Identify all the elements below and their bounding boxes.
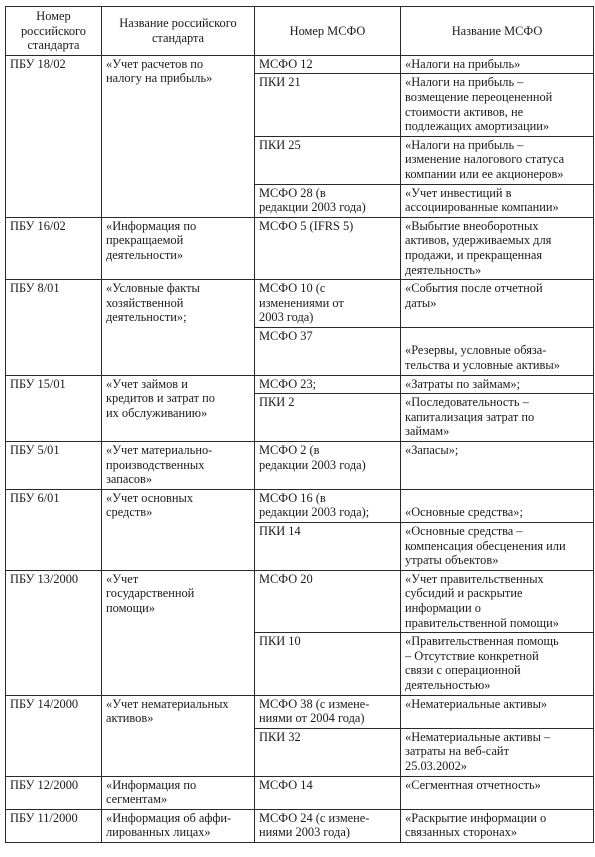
ifrs-standard-number: МСФО 37 [255,327,401,375]
ifrs-standard-name: «Основные средства – компенсация обесценения или утраты объектов» [401,523,594,571]
ifrs-standard-number: МСФО 10 (с изменениями от 2003 года) [255,280,401,328]
russian-standard-number: ПБУ 8/01 [6,280,102,376]
table-body [6,55,594,842]
russian-standard-number: ПБУ 6/01 [6,489,102,570]
russian-standard-number: ПБУ 14/2000 [6,695,102,776]
ifrs-standard-number: МСФО 23; [255,375,401,394]
russian-standard-name: «Учет государственной помощи» [102,570,255,695]
russian-standard-number: ПБУ 13/2000 [6,570,102,695]
ifrs-standard-number: МСФО 2 (в редакции 2003 года) [255,442,401,490]
table-header-row [6,7,594,56]
ifrs-standard-name: «События после отчетной даты» [401,280,594,328]
ifrs-standard-number: МСФО 28 (в редакции 2003 года) [255,184,401,217]
ifrs-standard-name: «Нематериальные активы – затраты на веб-сайт 25.03.2002» [401,728,594,776]
russian-standard-number: ПБУ 12/2000 [6,776,102,809]
ifrs-standard-number: МСФО 5 (IFRS 5) [255,217,401,279]
table-row [6,442,594,490]
ifrs-standard-number: МСФО 38 (с измене- ниями от 2004 года) [255,695,401,728]
russian-standard-name: «Информация по прекращаемой деятельности» [102,217,255,279]
ifrs-standard-name: «Раскрытие информации о связанных сторонах» [401,809,594,842]
table-row [6,776,594,809]
ifrs-standard-name: «Последовательность – капитализация затрат по займам» [401,394,594,442]
ifrs-standard-number: ПКИ 25 [255,136,401,184]
ifrs-standard-number: ПКИ 21 [255,74,401,136]
russian-standard-name: «Информация по сегментам» [102,776,255,809]
ifrs-standard-number: МСФО 12 [255,55,401,74]
ifrs-standard-name: «Налоги на прибыль – возмещение переоцененной стоимости активов, не подлежащих амортизации» [401,74,594,136]
ifrs-standard-name: «Основные средства»; [401,489,594,522]
ifrs-standard-number: ПКИ 2 [255,394,401,442]
ifrs-standard-name: «Налоги на прибыль – изменение налогового статуса компании или ее акционеров» [401,136,594,184]
ifrs-standard-name: «Правительственная помощь – Отсутствие конкретной связи с операционной деятельностью» [401,633,594,695]
russian-standard-name: «Условные факты хозяйственной деятельности»; [102,280,255,376]
ifrs-standard-number: ПКИ 14 [255,523,401,571]
ifrs-standard-number: МСФО 16 (в редакции 2003 года); [255,489,401,522]
ifrs-standard-name: «Нематериальные активы» [401,695,594,728]
table-row [6,55,594,74]
table-row [6,809,594,842]
russian-standard-number: ПБУ 15/01 [6,375,102,441]
russian-standard-number: ПБУ 18/02 [6,55,102,217]
table-row [6,375,594,394]
russian-standard-name: «Учет основных средств» [102,489,255,570]
russian-standard-name: «Учет расчетов по налогу на прибыль» [102,55,255,217]
ifrs-standard-number: МСФО 24 (с измене- ниями 2003 года) [255,809,401,842]
russian-standard-number: ПБУ 16/02 [6,217,102,279]
header-russian-number: Номер российского стандарта [6,7,102,56]
ifrs-standard-name: «Резервы, условные обяза- тельства и условные активы» [401,327,594,375]
ifrs-standard-name: «Затраты по займам»; [401,375,594,394]
header-russian-name: Название российского стандарта [102,7,255,56]
ifrs-standard-name: «Налоги на прибыль» [401,55,594,74]
table-row [6,489,594,522]
russian-standard-name: «Информация об аффи- лированных лицах» [102,809,255,842]
ifrs-standard-number: ПКИ 10 [255,633,401,695]
header-ifrs-number: Номер МСФО [255,7,401,56]
ifrs-standard-number: МСФО 14 [255,776,401,809]
ifrs-standard-name: «Запасы»; [401,442,594,490]
ifrs-standard-number: ПКИ 32 [255,728,401,776]
ifrs-standard-name: «Выбытие внеоборотных активов, удерживаемых для продажи, и прекращенная деятельность» [401,217,594,279]
russian-standard-name: «Учет материально- производственных запасов» [102,442,255,490]
ifrs-standard-name: «Учет инвестиций в ассоциированные компании» [401,184,594,217]
russian-standard-name: «Учет займов и кредитов и затрат по их обслуживанию» [102,375,255,441]
ifrs-standard-name: «Сегментная отчетность» [401,776,594,809]
table-row [6,217,594,279]
header-ifrs-name: Название МСФО [401,7,594,56]
ifrs-standard-number: МСФО 20 [255,570,401,632]
russian-standard-number: ПБУ 5/01 [6,442,102,490]
table-row [6,570,594,632]
table-row [6,280,594,328]
standards-comparison-table [5,6,594,843]
russian-standard-name: «Учет нематериальных активов» [102,695,255,776]
ifrs-standard-name: «Учет правительственных субсидий и раскрытие информации о правительственной помощи» [401,570,594,632]
russian-standard-number: ПБУ 11/2000 [6,809,102,842]
table-row [6,695,594,728]
